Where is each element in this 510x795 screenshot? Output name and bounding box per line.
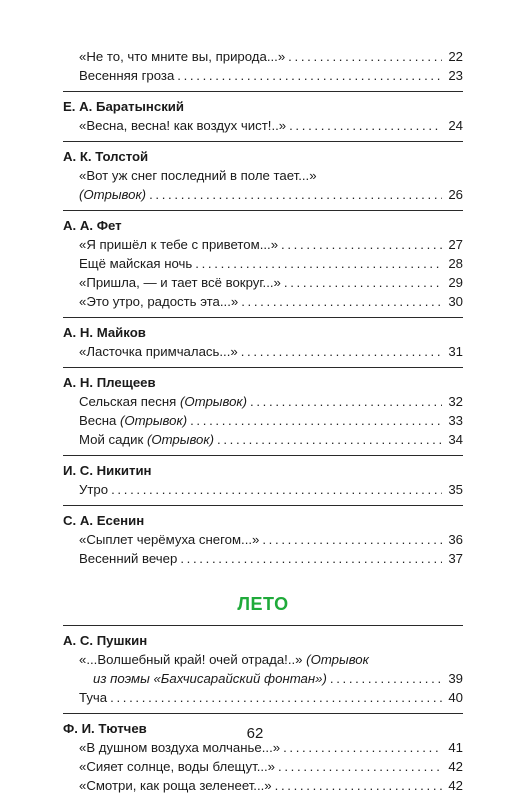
toc-page-number: 39: [448, 671, 463, 686]
toc-entry: [63, 776, 463, 795]
toc-entry: [63, 235, 463, 254]
divider-line: [63, 91, 463, 92]
toc-page-number: 27: [448, 237, 463, 252]
toc-entry-title: [79, 66, 174, 85]
toc-entry: [63, 530, 463, 549]
dot-leader: [250, 392, 442, 411]
toc-entry-note: (Отрывок): [179, 394, 248, 409]
toc-entry-title: [79, 776, 272, 795]
toc-page-number: 22: [448, 49, 463, 64]
toc-entry-title-text: «Ласточка примчалась...»: [79, 344, 238, 359]
toc-entry: [63, 430, 463, 449]
dot-leader: [241, 292, 442, 311]
divider-line: [63, 455, 463, 456]
dot-leader: [288, 47, 442, 66]
toc-entry-title: [79, 411, 187, 430]
divider-line: [63, 505, 463, 506]
toc-page-number: 37: [448, 551, 463, 566]
toc-entry-title-text: «Это утро, радость эта...»: [79, 294, 239, 309]
page-number: 62: [246, 725, 264, 742]
divider-line: [63, 625, 463, 626]
toc-entry: [63, 292, 463, 311]
divider-line: [63, 210, 463, 211]
toc-entry-title-text: Сельская песня: [79, 394, 177, 409]
toc-page-number: 33: [448, 413, 463, 428]
toc-entry-title-text: Весенняя гроза: [79, 68, 175, 83]
toc-entry-title-text: «Пришла, — и тает всё вокруг...»: [79, 275, 281, 290]
toc-entry-title: [79, 116, 286, 135]
toc-entry-note-cont: из поэмы «Бахчисарайский фонтан»): [93, 671, 327, 686]
toc-entry-title: [79, 480, 108, 499]
toc-entry: [63, 66, 463, 85]
toc-page-number: 42: [448, 778, 463, 793]
toc-entry: [63, 254, 463, 273]
divider-line: [63, 367, 463, 368]
dot-leader: [177, 66, 442, 85]
toc-entry-title-text: Ещё майская ночь: [79, 256, 193, 271]
dot-leader: [262, 530, 442, 549]
author-name: А. Н. Майков: [63, 325, 146, 340]
divider-line: [63, 141, 463, 142]
divider-line: [63, 317, 463, 318]
toc-entry-title: [79, 47, 285, 66]
toc-entry: [63, 480, 463, 499]
toc-entry-title: [79, 757, 275, 776]
toc-entry-title-text: «Сияет солнце, воды блещут...»: [79, 759, 276, 774]
toc-entry-title-text: Мой садик: [79, 432, 144, 447]
dot-leader: [217, 430, 442, 449]
toc-entry-title: [79, 392, 247, 411]
dot-leader: [180, 549, 442, 568]
toc-page-number: 28: [448, 256, 463, 271]
author-name: Ф. И. Тютчев: [63, 721, 147, 736]
toc-entry-title: [63, 650, 463, 669]
toc-entry: [63, 273, 463, 292]
toc-page-number: 41: [448, 740, 463, 755]
toc-entry-title: [79, 254, 192, 273]
toc-entry-title: [79, 235, 278, 254]
toc-entry-title: [79, 430, 214, 449]
toc-page-number: 32: [448, 394, 463, 409]
toc-page-number: 34: [448, 432, 463, 447]
toc-entry-title: [79, 273, 281, 292]
author-name: А. А. Фет: [63, 218, 122, 233]
dot-leader: [110, 688, 442, 707]
toc-page-number: 35: [448, 482, 463, 497]
toc-entry-title-text: «Я пришёл к тебе с приветом...»: [79, 237, 279, 252]
toc-page-number: 24: [448, 118, 463, 133]
dot-leader: [111, 480, 442, 499]
toc-entry-note: (Отрывок: [306, 652, 369, 667]
toc-entry-title-text: «Не то, что мните вы, природа...»: [79, 49, 286, 64]
section-title: ЛЕТО: [237, 594, 289, 614]
toc-entry: [63, 549, 463, 568]
toc-entry-note: (Отрывок): [146, 432, 215, 447]
toc-entry-title-text: Весна: [79, 413, 117, 428]
toc-entry: [63, 47, 463, 66]
toc-page-number: 30: [448, 294, 463, 309]
author-name: А. К. Толстой: [63, 149, 149, 164]
toc-page-number: 26: [448, 187, 463, 202]
toc-entry-title-text: «Сыплет черёмуха снегом...»: [79, 532, 260, 547]
toc-entry: [63, 392, 463, 411]
toc-entry-note: (Отрывок): [79, 187, 147, 202]
dot-leader: [275, 776, 442, 795]
toc-entry-title: [79, 688, 107, 707]
toc-entry-title-text: Туча: [79, 690, 108, 705]
toc-entry-title: [79, 342, 238, 361]
toc-page-number: 23: [448, 68, 463, 83]
toc-entry-title-text: Весенний вечер: [79, 551, 178, 566]
toc-page-number: 31: [448, 344, 463, 359]
author-name: Е. А. Баратынский: [63, 99, 185, 114]
author-name: И. С. Никитин: [63, 463, 152, 478]
dot-leader: [241, 342, 442, 361]
toc-entry-title: [79, 292, 238, 311]
toc-entry-title-text: «Смотри, как роща зеленеет...»: [79, 778, 272, 793]
table-of-contents: [63, 47, 463, 795]
dot-leader: [281, 235, 442, 254]
toc-entry: [63, 342, 463, 361]
dot-leader: [330, 669, 442, 688]
toc-entry: [63, 116, 463, 135]
toc-entry: [63, 669, 463, 688]
dot-leader: [149, 185, 442, 204]
author-name: С. А. Есенин: [63, 513, 145, 528]
toc-page-number: 36: [448, 532, 463, 547]
toc-page-number: 42: [448, 759, 463, 774]
toc-entry: [63, 757, 463, 776]
dot-leader: [190, 411, 442, 430]
toc-entry-title-text: Утро: [79, 482, 109, 497]
author-name: А. Н. Плещеев: [63, 375, 156, 390]
dot-leader: [284, 273, 442, 292]
toc-entry-title-text: «В душном воздуха молчанье...»: [79, 740, 281, 755]
toc-entry-note: (Отрывок): [120, 413, 188, 428]
dot-leader: [195, 254, 442, 273]
toc-entry: [63, 688, 463, 707]
toc-entry: [63, 411, 463, 430]
dot-leader: [289, 116, 442, 135]
toc-page-number: 40: [448, 690, 463, 705]
toc-page-number: 29: [448, 275, 463, 290]
toc-entry: [63, 185, 463, 204]
toc-entry-title-text: «...Волшебный край! очей отрада!..»: [79, 652, 303, 667]
toc-entry-title: «Вот уж снег последний в поле тает...»: [79, 168, 317, 183]
toc-entry-title-text: «Весна, весна! как воздух чист!..»: [79, 118, 287, 133]
author-name: А. С. Пушкин: [63, 633, 148, 648]
divider-line: [63, 713, 463, 714]
dot-leader: [278, 757, 442, 776]
toc-entry-title: [79, 549, 177, 568]
toc-entry-title: [79, 530, 259, 549]
